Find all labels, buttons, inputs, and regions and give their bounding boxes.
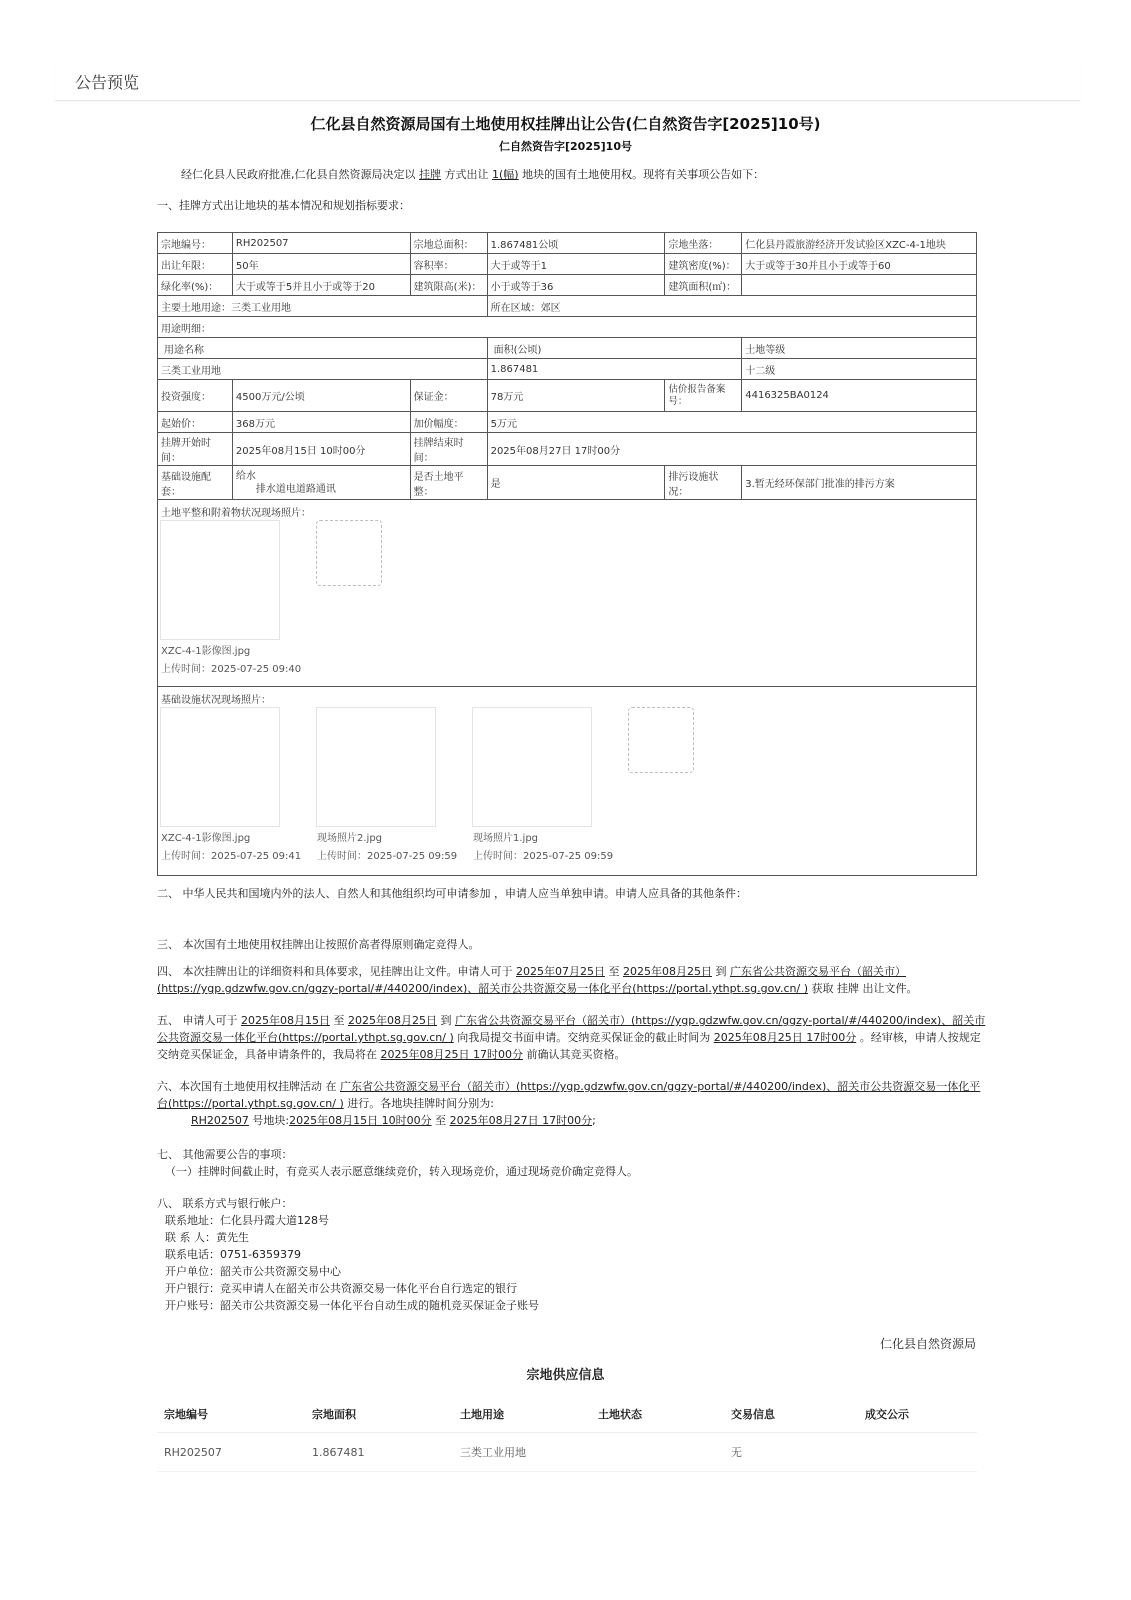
contact-list <box>157 1212 995 1314</box>
parcel-code: RH202507 <box>232 233 410 254</box>
parcel-area: 1.867481公顷 <box>487 233 665 254</box>
parcel-deposit: 78万元 <box>487 380 665 412</box>
zone-cell <box>487 296 976 317</box>
s6-text: 六、本次国有土地使用权挂牌活动 在 <box>157 1080 340 1093</box>
upload-placeholder[interactable] <box>316 520 382 586</box>
photo-filename: XZC-4-1影像图.jpg <box>161 833 251 844</box>
announcement-title: 仁化县自然资源局国有土地使用权挂牌出让公告(仁自然资告字[2025]10号) <box>310 115 821 133</box>
platform-link[interactable]: 广东省公共资源交易平台（韶关市）(https://ygp.gdzwfw.gov.cn/ggzy-portal/#/440200/index)、韶关市公共资源交易一体化平台(https://portal.ythpt.sg.gov.cn/ ) <box>157 965 906 995</box>
intro-text-b: 方式出让 <box>441 168 492 181</box>
photo-upload-time: 上传时间：2025-07-25 09:41 <box>161 851 302 862</box>
table-row <box>158 317 977 338</box>
column-header: 交易信息 <box>724 1396 858 1433</box>
cell-label: 排污设施状况： <box>665 466 742 500</box>
parcel-green: 大于或等于5并且小于或等于20 <box>232 275 410 296</box>
s6-text: ; <box>592 1114 596 1127</box>
intro-count: 1(幅) <box>492 168 519 181</box>
cell-label: 建筑密度(%)： <box>665 254 742 275</box>
cell-label: 挂牌结束时间： <box>410 433 487 466</box>
s4-text: 至 <box>605 965 623 978</box>
column-header: 宗地编号 <box>157 1396 305 1433</box>
infra-line-1: 给水 <box>235 470 256 482</box>
table-cell: RH202507 <box>157 1433 305 1472</box>
table-row <box>158 359 977 380</box>
intro-paragraph <box>157 166 987 183</box>
parcel-zone: 郊区 <box>540 302 561 314</box>
s5-text: 五、 申请人可于 <box>157 1014 241 1027</box>
photo-thumbnail[interactable] <box>472 707 592 827</box>
cell-label: 宗地总面积： <box>410 233 487 254</box>
account-unit: 开户单位：韶关市公共资源交易中心 <box>165 1265 341 1278</box>
table-cell: 1.867481 <box>305 1433 453 1472</box>
cell-label: 绿化率(%)： <box>158 275 233 296</box>
cell-label: 加价幅度： <box>410 412 487 433</box>
s5-text: 至 <box>330 1014 348 1027</box>
parcel-density: 大于或等于30并且小于或等于60 <box>742 254 977 275</box>
photo-thumbnail[interactable] <box>160 707 280 827</box>
cell-label: 宗地编号： <box>158 233 233 254</box>
parcel-start-price: 368万元 <box>232 412 410 433</box>
cell-label: 保证金： <box>410 380 487 412</box>
table-cell: 无 <box>724 1433 858 1472</box>
intro-method: 挂牌 <box>419 168 441 181</box>
listing-end: 2025年08月27日 17时00分 <box>449 1114 593 1127</box>
s4-date-end: 2025年08月25日 <box>623 965 712 978</box>
intro-text-c: 地块的国有土地使用权。现将有关事项公告如下： <box>518 168 765 181</box>
photo-upload-time: 上传时间：2025-07-25 09:59 <box>317 851 458 862</box>
cell-label: 投资强度： <box>158 380 233 412</box>
intro-text-a: 经仁化县人民政府批准,仁化县自然资源局决定以 <box>181 168 419 181</box>
photo-filename: 现场照片1.jpg <box>473 833 539 844</box>
land-photos-cell <box>158 500 977 687</box>
table-row <box>158 254 977 275</box>
section-3: 三、 本次国有土地使用权挂牌出让按照价高者得原则确定竞得人。 <box>157 938 480 951</box>
s4-text: 获取 挂牌 出让文件。 <box>808 982 918 995</box>
table-cell: 三类工业用地 <box>453 1433 591 1472</box>
parcel-invest: 4500万元/公顷 <box>232 380 410 412</box>
photo-thumbnail[interactable] <box>160 520 280 640</box>
parcel-location: 仁化县丹霞旅游经济开发试验区XZC-4-1地块 <box>742 233 977 254</box>
s6-text: 进行。各地块挂牌时间分别为: <box>343 1097 494 1110</box>
cell-label: 建筑限高(米)： <box>410 275 487 296</box>
cell-label: 是否土地平整： <box>410 466 487 500</box>
supply-title: 宗地供应信息 <box>526 1368 605 1383</box>
cell-label: 容积率： <box>410 254 487 275</box>
s4-text: 四、 本次挂牌出让的详细资料和具体要求，见挂牌出让文件。申请人可于 <box>157 965 516 978</box>
preview-header <box>55 64 1080 101</box>
account-number: 开户账号：韶关市公共资源交易一体化平台自动生成的随机竞买保证金子账号 <box>165 1299 539 1312</box>
cell-label: 估价报告备案号： <box>665 380 742 412</box>
s4-date-start: 2025年07月25日 <box>516 965 605 978</box>
s5-date-end: 2025年08月25日 <box>348 1014 437 1027</box>
table-row <box>158 233 977 254</box>
cell-label: 起始价： <box>158 412 233 433</box>
parcel-start-time: 2025年08月15日 10时00分 <box>232 433 410 466</box>
parcel-use: 三类工业用地 <box>231 302 291 314</box>
parcel-end-time: 2025年08月27日 17时00分 <box>487 433 976 466</box>
table-row <box>158 275 977 296</box>
platform-link[interactable]: 广东省公共资源交易平台（韶关市）(https://ygp.gdzwfw.gov.cn/ggzy-portal/#/440200/index)、韶关市公共资源交易一体化平台(https://portal.ythpt.sg.gov.cn/ ) <box>157 1080 981 1110</box>
photo-upload-time: 上传时间：2025-07-25 09:59 <box>473 851 614 862</box>
header-title: 公告预览 <box>75 73 140 92</box>
table-row <box>157 1433 977 1472</box>
platform-link[interactable]: 广东省公共资源交易平台（韶关市）(https://ygp.gdzwfw.gov.cn/ggzy-portal/#/440200/index)、韶关市公共资源交易一体化平台(https://portal.ythpt.sg.gov.cn/ ) <box>157 1014 986 1044</box>
parcel-report: 4416325BA0124 <box>742 380 977 412</box>
s4-text: 到 <box>712 965 730 978</box>
s6-text: 号地块: <box>248 1114 290 1127</box>
column-header: 成交公示 <box>858 1396 977 1433</box>
use-name: 三类工业用地 <box>158 359 488 380</box>
table-row <box>158 380 977 412</box>
listing-time-line <box>157 1112 987 1129</box>
infra-line-2: 排水道电道路通讯 <box>255 483 336 495</box>
cell-label: 基础设施配套： <box>158 466 233 500</box>
cell-label: 挂牌开始时间： <box>158 433 233 466</box>
table-header-row <box>157 1396 977 1433</box>
parcel-increment: 5万元 <box>487 412 976 433</box>
table-cell <box>858 1433 977 1472</box>
listing-start: 2025年08月15日 10时00分 <box>289 1114 432 1127</box>
column-header: 宗地面积 <box>305 1396 453 1433</box>
announcement-subtitle: 仁自然资告字[2025]10号 <box>499 140 632 153</box>
parcel-infra <box>232 466 410 500</box>
s5-date-start: 2025年08月15日 <box>241 1014 330 1027</box>
main-use-cell <box>158 296 488 317</box>
photo-filename: XZC-4-1影像图.jpg <box>161 646 251 657</box>
column-header: 面积(公顷) <box>487 338 742 359</box>
s6-text: 至 <box>431 1114 450 1127</box>
section-2: 二、 中华人民共和国境内外的法人、自然人和其他组织均可申请参加 ，申请人应当单独申请。申请人应具备的其他条件： <box>157 887 747 900</box>
contact-address: 联系地址：仁化县丹霞大道128号 <box>165 1214 329 1227</box>
parcel-years: 50年 <box>232 254 410 275</box>
cell-label: 宗地坐落： <box>665 233 742 254</box>
cell-label: 主要土地用途： <box>161 302 231 314</box>
cell-label: 出让年限： <box>158 254 233 275</box>
parcel-far: 大于或等于1 <box>487 254 665 275</box>
section-4 <box>157 963 987 997</box>
photo-filename: 现场照片2.jpg <box>317 833 383 844</box>
section-6 <box>157 1078 987 1129</box>
table-row <box>158 412 977 433</box>
photo-upload-time: 上传时间：2025-07-25 09:40 <box>161 664 302 675</box>
s5-text: 向我局提交书面申请。交纳竞买保证金的截止时间为 <box>453 1031 714 1044</box>
photo-thumbnail[interactable] <box>316 707 436 827</box>
s5-text: 前确认其竞买资格。 <box>522 1048 626 1061</box>
contact-phone: 联系电话：0751-6359379 <box>165 1248 301 1261</box>
contact-person: 联 系 人：黄先生 <box>165 1231 249 1244</box>
table-row <box>158 338 977 359</box>
deposit-deadline: 2025年08月25日 17时00分 <box>713 1031 857 1044</box>
parcel-height: 小于或等于36 <box>487 275 665 296</box>
parcel-sewage: 3.暂无经环保部门批准的排污方案 <box>742 466 977 500</box>
use-area: 1.867481 <box>487 359 742 380</box>
section-7-item: （一）挂牌时间截止时，有竞买人表示愿意继续竞价，转入现场竞价，通过现场竞价确定竞得人。 <box>165 1165 638 1178</box>
use-grade: 十二级 <box>742 359 977 380</box>
parcel-level: 是 <box>487 466 665 500</box>
table-row <box>158 687 977 876</box>
cell-label: 建筑面积(㎡)： <box>665 275 742 296</box>
signature: 仁化县自然资源局 <box>879 1337 976 1351</box>
section-8: 八、 联系方式与银行帐户： <box>157 1197 293 1210</box>
column-header: 用途名称 <box>158 338 488 359</box>
s5-text: 到 <box>437 1014 455 1027</box>
use-detail-label: 用途明细： <box>158 317 977 338</box>
listing-parcel-code: RH202507 <box>191 1114 249 1127</box>
parcel-table <box>157 232 977 876</box>
infra-photos-cell <box>158 687 977 876</box>
section-7: 七、 其他需要公告的事项： <box>157 1148 293 1161</box>
supply-table <box>157 1396 977 1472</box>
table-cell <box>591 1433 724 1472</box>
column-header: 土地用途 <box>453 1396 591 1433</box>
table-row <box>158 500 977 687</box>
cell-label: 所在区域： <box>490 302 541 314</box>
s5-text: 。经审核，申请人按规定交纳竞买保证金，具备申请条件的，我局将在 <box>157 1031 981 1061</box>
parcel-build-area <box>742 275 977 296</box>
table-row <box>158 433 977 466</box>
qualification-deadline: 2025年08月25日 17时00分 <box>380 1048 523 1061</box>
land-photos-label: 土地平整和附着物状况现场照片： <box>161 508 311 519</box>
table-row <box>158 466 977 500</box>
upload-placeholder[interactable] <box>628 707 694 773</box>
table-row <box>158 296 977 317</box>
column-header: 土地状态 <box>591 1396 724 1433</box>
infra-photos-label: 基础设施状况现场照片： <box>161 695 271 706</box>
column-header: 土地等级 <box>742 338 977 359</box>
section-5 <box>157 1012 987 1063</box>
account-bank: 开户银行：竞买申请人在韶关市公共资源交易一体化平台自行选定的银行 <box>165 1282 517 1295</box>
section-1-heading: 一、挂牌方式出让地块的基本情况和规划指标要求： <box>157 199 410 212</box>
